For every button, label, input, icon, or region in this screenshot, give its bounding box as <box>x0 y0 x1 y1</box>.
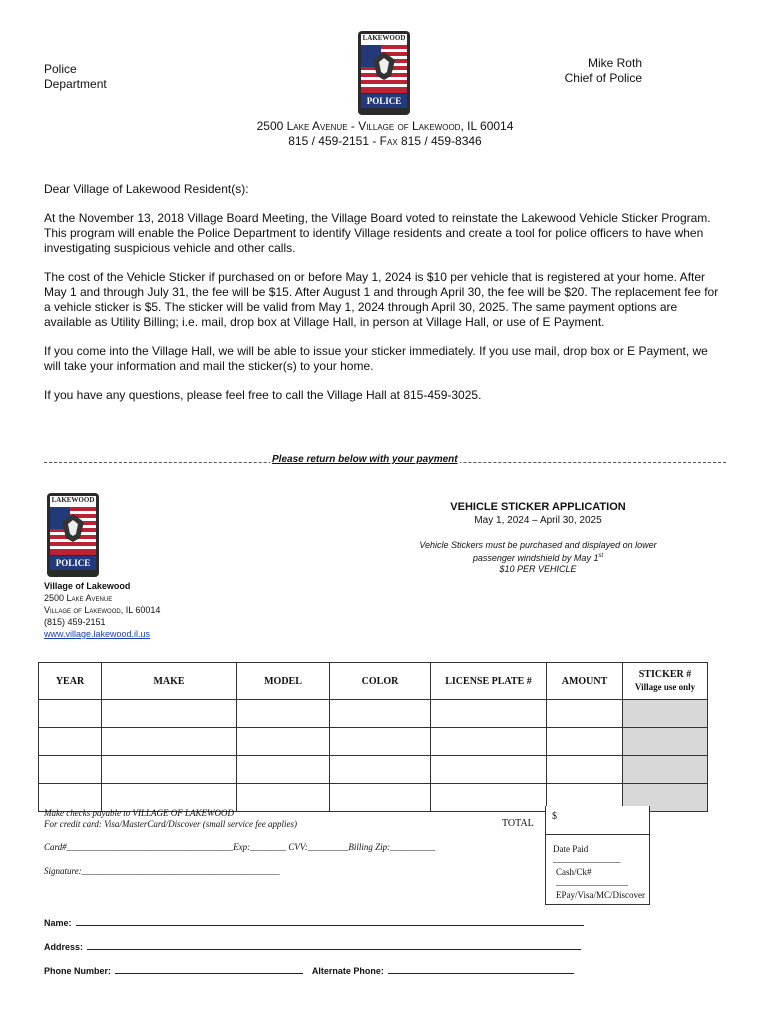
dept-line-1: Police <box>44 62 77 76</box>
epay-label: EPay/Visa/MC/Discover <box>556 890 645 900</box>
cell-plate[interactable] <box>431 756 547 784</box>
cell-color[interactable] <box>330 700 431 728</box>
police-badge-logo-small <box>46 492 100 578</box>
application-dates: May 1, 2024 – April 30, 2025 <box>474 515 602 526</box>
cell-color[interactable] <box>330 784 431 812</box>
application-heading <box>380 500 696 575</box>
paragraph-4: If you have any questions, please feel free to call the Village Hall at 815-459-3025. <box>44 388 482 402</box>
col-color: COLOR <box>330 663 431 700</box>
village-street: 2500 Lake Avenue <box>44 593 113 603</box>
phone-field[interactable] <box>115 964 303 974</box>
cell-sticker <box>623 700 708 728</box>
cash-ck-field[interactable]: Cash/Ck# ________________ <box>556 867 628 887</box>
badge-top-text-small: LAKEWOOD <box>51 496 95 504</box>
alt-phone-label: Alternate Phone: <box>311 966 384 976</box>
cell-color[interactable] <box>330 728 431 756</box>
village-address-block <box>44 580 160 640</box>
salutation: Dear Village of Lakewood Resident(s): <box>44 182 249 196</box>
table-row <box>39 756 708 784</box>
name-row <box>44 913 604 931</box>
chief-title: Chief of Police <box>564 71 642 85</box>
sticker-header-1: STICKER # <box>638 669 692 680</box>
village-city: Village of Lakewood, IL 60014 <box>44 605 161 615</box>
table-row <box>39 728 708 756</box>
checks-note: Make checks payable to VILLAGE OF LAKEWOOD <box>44 808 234 818</box>
total-label: TOTAL <box>502 818 534 829</box>
application-note-1: Vehicle Stickers must be purchased and displayed on lower <box>419 540 657 550</box>
date-paid-field[interactable]: Date Paid _______________ <box>553 844 621 864</box>
cell-sticker <box>623 756 708 784</box>
paragraph-1: At the November 13, 2018 Village Board Meeting, the Village Board voted to reinstate the Lakewood Vehicle Sticker Program. This program will enable the Police Department to identify Village residents and create a tool for police officers to have when investigating suspicious vehicle and other calls. <box>44 211 711 255</box>
return-divider <box>44 454 726 470</box>
table-row <box>39 700 708 728</box>
card-note: For credit card: Visa/MasterCard/Discover (small service fee applies) <box>44 819 298 829</box>
village-website-link[interactable]: www.village.lakewood.il.us <box>44 629 151 639</box>
phone-row <box>44 961 604 979</box>
paragraph-3: If you come into the Village Hall, we will be able to issue your sticker immediately. If you use mail, drop box or E Payment, we will take your information and mail the sticker(s) to your home. <box>44 344 708 373</box>
cell-plate[interactable] <box>431 700 547 728</box>
cell-plate[interactable] <box>431 728 547 756</box>
cell-year[interactable] <box>39 756 102 784</box>
village-name: Village of Lakewood <box>44 581 131 591</box>
cell-amount[interactable] <box>547 756 623 784</box>
return-note: Please return below with your payment <box>272 454 458 465</box>
letter-body <box>44 182 726 403</box>
sticker-header-2: Village use only <box>634 682 696 692</box>
col-sticker <box>623 663 708 700</box>
address-row <box>44 937 604 955</box>
application-note-3: $10 PER VEHICLE <box>499 564 577 574</box>
alt-phone-field[interactable] <box>388 964 574 974</box>
village-phone: (815) 459-2151 <box>44 617 106 627</box>
dept-line-2: Department <box>44 77 107 91</box>
cell-amount[interactable] <box>547 728 623 756</box>
note-2-text: passenger windshield by May 1 <box>472 553 599 563</box>
application-title: VEHICLE STICKER APPLICATION <box>450 501 626 513</box>
address-label: Address: <box>44 942 84 952</box>
badge-bottom-text: POLICE <box>366 96 402 106</box>
phone-label: Phone Number: <box>44 966 112 976</box>
cell-make[interactable] <box>102 728 237 756</box>
paragraph-2: The cost of the Vehicle Sticker if purchased on or before May 1, 2024 is $10 per vehicle that is registered at your home. After May 1 and through July 31, the fee will be $15. After August 1 and through April 30, the fee will be $20. The replacement fee for a vehicle sticker is $5. The sticker will be valid from May 1, 2024 through April 30, 2025. The same payment options are available as Utility Billing; i.e. mail, drop box at Village Hall, in person at Village Hall, or use of E Payment. <box>44 270 719 329</box>
signature-line[interactable]: Signature:____________________________________________ <box>44 866 280 876</box>
col-year: YEAR <box>39 663 102 700</box>
phone-line: 815 / 459-2151 - Fax 815 / 459-8346 <box>288 134 482 148</box>
total-cell[interactable] <box>546 806 649 835</box>
address-line: 2500 Lake Avenue - Village of Lakewood, IL 60014 <box>256 119 514 133</box>
note-2-sup: st <box>598 553 604 559</box>
total-symbol: $ <box>552 811 557 822</box>
col-amount: AMOUNT <box>547 663 623 700</box>
cell-plate[interactable] <box>431 784 547 812</box>
cell-year[interactable] <box>39 728 102 756</box>
address-field[interactable] <box>87 940 581 950</box>
cell-make[interactable] <box>102 700 237 728</box>
col-make: MAKE <box>102 663 237 700</box>
department-label <box>44 62 107 92</box>
cell-make[interactable] <box>102 756 237 784</box>
vehicle-table <box>38 662 708 812</box>
cell-model[interactable] <box>237 700 330 728</box>
cell-amount[interactable] <box>547 700 623 728</box>
cell-color[interactable] <box>330 756 431 784</box>
cell-year[interactable] <box>39 700 102 728</box>
name-label: Name: <box>44 918 72 928</box>
card-number-line[interactable]: Card#_____________________________________Exp:________ CVV:_________Billing Zip:__________ <box>44 842 436 852</box>
payment-box <box>545 806 650 905</box>
col-license-plate: LICENSE PLATE # <box>431 663 547 700</box>
badge-bottom-text-small: POLICE <box>55 558 91 568</box>
chief-name: Mike Roth <box>587 56 642 70</box>
cell-model[interactable] <box>237 756 330 784</box>
application-note-2 <box>380 551 696 564</box>
name-field[interactable] <box>76 916 584 926</box>
cell-sticker <box>623 728 708 756</box>
table-header-row <box>39 663 708 700</box>
police-badge-logo <box>357 30 411 116</box>
chief-block <box>520 56 642 86</box>
cell-model[interactable] <box>237 728 330 756</box>
payment-notes <box>44 808 297 830</box>
col-model: MODEL <box>237 663 330 700</box>
badge-top-text: LAKEWOOD <box>362 34 406 42</box>
